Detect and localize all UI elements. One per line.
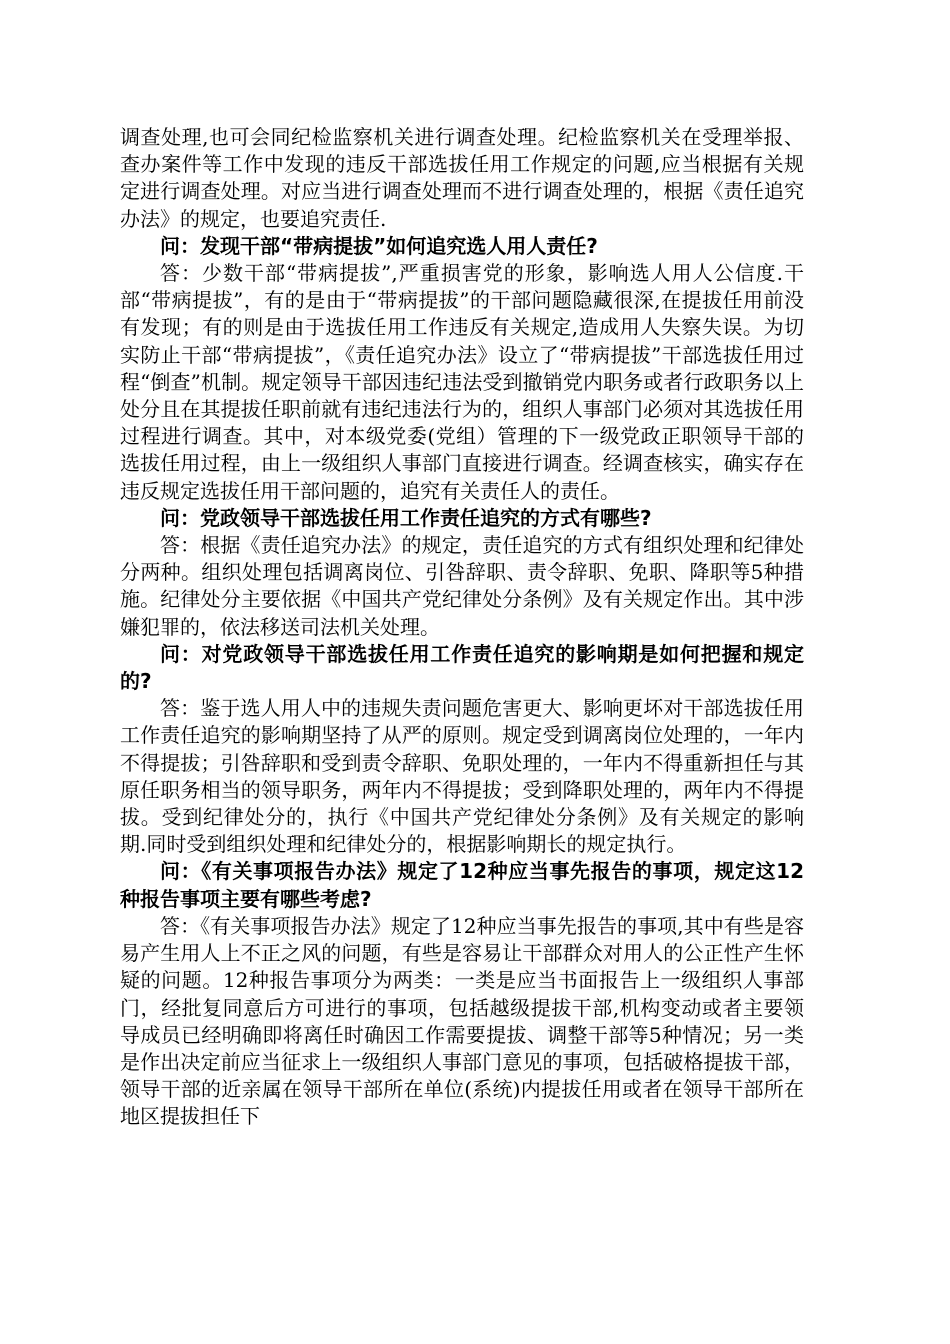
answer-paragraph: 答：少数干部“带病提拔”,严重损害党的形象，影响选人用人公信度.干部“带病提拔”，有的是由于“带病提拔”的干部问题隐藏很深,在提拔任用前没有发现；有的则是由于选拔任用工作违反有关规定,造成用人失察失误。为切实防止干部“带病提拔”，《责任追究办法》设立了“带病提拔”干部选拔任用过程“倒查”机制。规定领导干部因违纪违法受到撤销党内职务或者行政职务以上处分且在其提拔任职前就有违纪违法行为的，组织人事部门必须对其选拔任用过程进行调查。其中，对本级党委(党组）管理的下一级党政正职领导干部的选拔任用过程，由上一级组织人事部门直接进行调查。经调查核实，确实存在违反规定选拔任用干部问题的，追究有关责任人的责任。 xyxy=(120,261,804,503)
question-heading: 问：党政领导干部选拔任用工作责任追究的方式有哪些? xyxy=(160,505,652,530)
document-page xyxy=(120,124,804,1131)
question-heading: 问：对党政领导干部选拔任用工作责任追究的影响期是如何把握和规定的? xyxy=(120,641,804,694)
answer-paragraph: 答：鉴于选人用人中的违规失责问题危害更大、影响更坏对干部选拔任用工作责任追究的影响期坚持了从严的原则。规定受到调离岗位处理的，一年内不得提拔；引咎辞职和受到责令辞职、免职处理的，一年内不得重新担任与其原任职务相当的领导职务，两年内不得提拔；受到降职处理的，两年内不得提拔。受到纪律处分的，执行《中国共产党纪律处分条例》及有关规定的影响期.同时受到组织处理和纪律处分的，根据影响期长的规定执行。 xyxy=(120,696,804,857)
question-heading: 问：发现干部“带病提拔”如何追究选人用人责任? xyxy=(160,233,598,258)
question-heading: 问：《有关事项报告办法》规定了12种应当事先报告的事项，规定这12种报告事项主要有哪些考虑? xyxy=(120,859,804,911)
answer-paragraph: 调查处理,也可会同纪检监察机关进行调查处理。纪检监察机关在受理举报、查办案件等工作中发现的违反干部选拔任用工作规定的问题,应当根据有关规定进行调查处理。对应当进行调查处理而不进行调查处理的，根据《责任追究办法》的规定，也要追究责任. xyxy=(120,125,804,231)
answer-paragraph: 答：根据《责任追究办法》的规定，责任追究的方式有组织处理和纪律处分两种。组织处理包括调离岗位、引咎辞职、责令辞职、免职、降职等5种措施。纪律处分主要依据《中国共产党纪律处分条例》及有关规定作出。其中涉嫌犯罪的，依法移送司法机关处理。 xyxy=(120,533,804,639)
answer-paragraph: 答：《有关事项报告办法》规定了12种应当事先报告的事项,其中有些是容易产生用人上不正之风的问题，有些是容易让干部群众对用人的公正性产生怀疑的问题。12种报告事项分为两类：一类是应当书面报告上一级组织人事部门，经批复同意后方可进行的事项，包括越级提拔干部,机构变动或者主要领导成员已经明确即将离任时确因工作需要提拔、调整干部等5种情况；另一类是作出决定前应当征求上一级组织人事部门意见的事项，包括破格提拔干部，领导干部的近亲属在领导干部所在单位(系统)内提拔任用或者在领导干部所在地区提拔担任下 xyxy=(120,913,804,1129)
